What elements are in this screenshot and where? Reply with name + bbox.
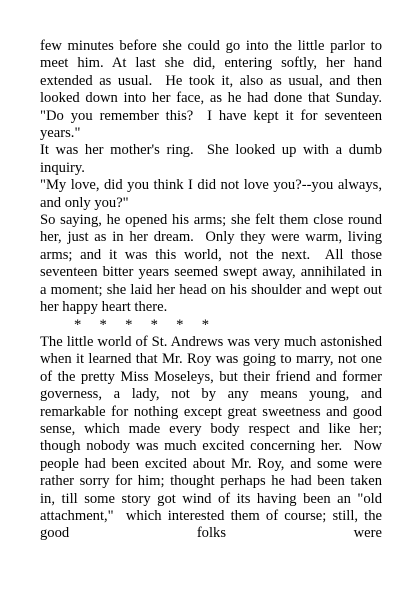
paragraph-2: It was her mother's ring. She looked up with a dumb inquiry. [40, 142, 386, 176]
paragraph-4: So saying, he opened his arms; she felt them close round her, just as in her dream. Only they were warm, living arms; and it was this world, not the next. All those seventeen bitter years seemed swept away, annihilated in a moment; she laid her head on his shoulder and wept out her happy heart there. [40, 212, 386, 316]
paragraph-5: The little world of St. Andrews was very much astonished when it learned that Mr. Roy was going to marry, not one of the pretty Miss Moseleys, but their friend and former governess, a lady, not by any means young, and remarkable for nothing except great sweetness and good sense, which made every body respect and like her; though nobody was much excited concerning her. Now people had been excited about Mr. Roy, and some were rather sorry for him; thought perhaps he had been taken in, till some story got wind of its having been an "old attachment," which interested them of course; still, the good folks were [40, 333, 386, 542]
section-separator: * * * * * * [74, 316, 209, 333]
book-page [40, 38, 390, 543]
paragraph-3: "My love, did you think I did not love you?--you always, and only you?" [40, 177, 386, 211]
paragraph-1: few minutes before she could go into the little parlor to meet him. At last she did, entering softly, her hand extended as usual. He took it, also as usual, and then looked down into her face, as he had done that Sunday. "Do you remember this? I have kept it for seventeen years." [40, 38, 390, 142]
